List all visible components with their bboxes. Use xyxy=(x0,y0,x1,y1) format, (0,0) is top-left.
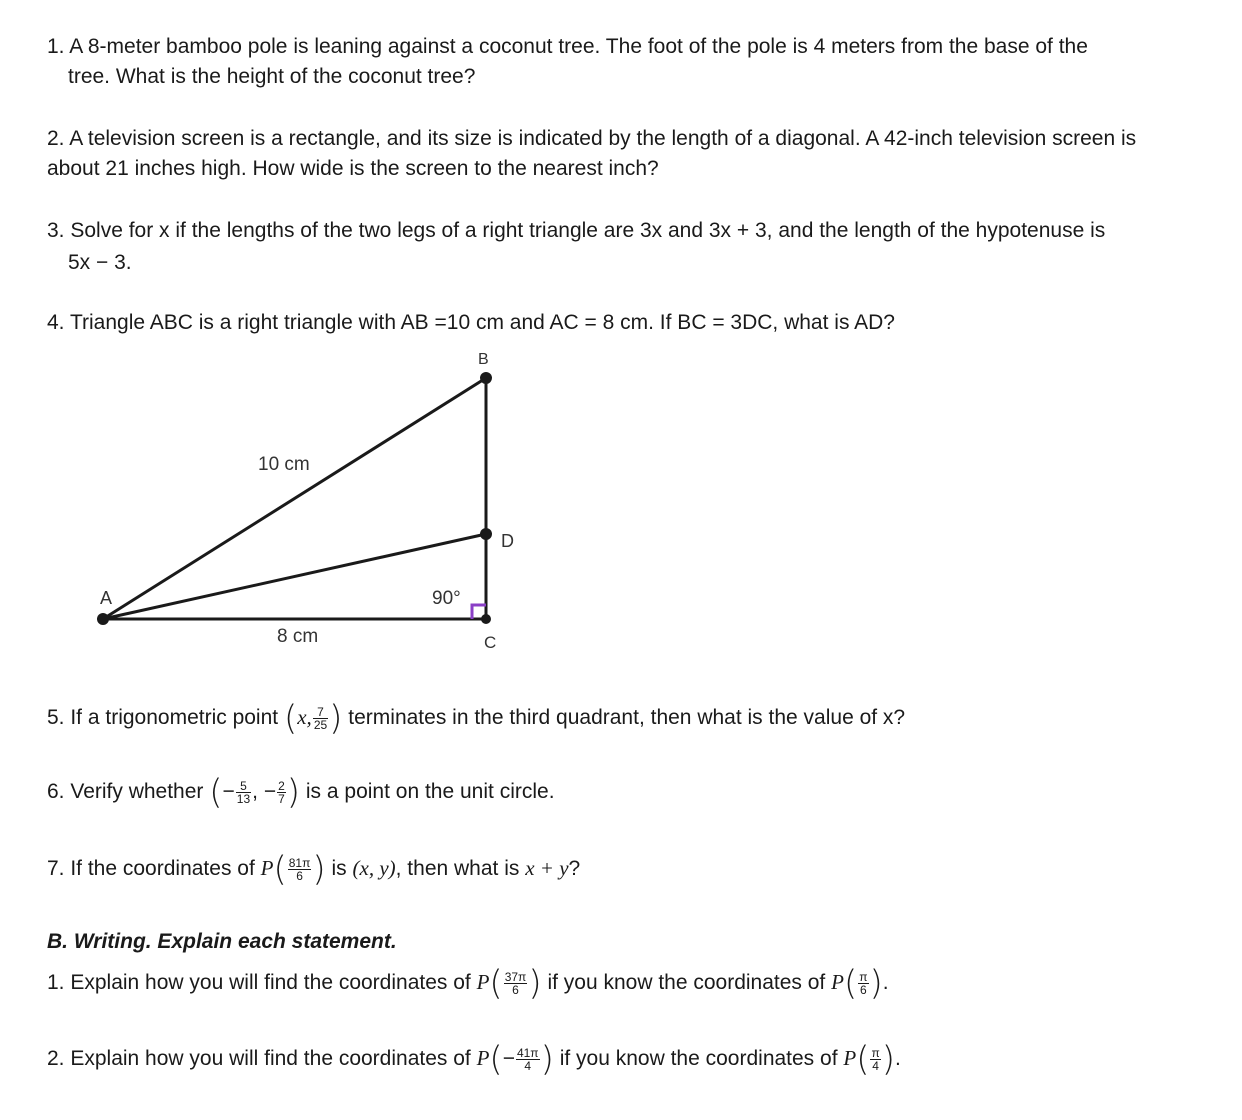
open-paren: ( xyxy=(273,849,287,890)
fraction-7-25: $\frac{7}{25}$ xyxy=(313,704,328,732)
fraction-41pi-4: $\frac{41\pi}{4}$ xyxy=(516,1045,539,1073)
problem-7 xyxy=(47,849,581,890)
writing-2: 2. Explain how you will find the coordinates of P(− $\frac{41\pi}{4}$ ) if you know the coordinates of P( $\frac{\pi}{4}$ ). xyxy=(47,1039,901,1080)
problem-5-var: x, xyxy=(297,705,312,729)
close-paren: ) xyxy=(528,963,542,1004)
problem-7-coord: (x, y) xyxy=(352,856,396,880)
label-d: D xyxy=(501,531,514,551)
writing-2-text-before: 2. Explain how you will find the coordinates of xyxy=(47,1047,471,1070)
close-paren: ) xyxy=(312,849,326,890)
open-paren: ( xyxy=(856,1039,870,1080)
side-ad xyxy=(103,534,486,619)
problem-3-line-1: 3. Solve for x if the lengths of the two legs of a right triangle are 3x and 3x + 3, and the length of the hypotenuse is xyxy=(47,219,1106,242)
fraction-5-13: $\frac{5}{13}$ xyxy=(236,778,251,806)
point-b xyxy=(480,372,492,384)
open-paren: ( xyxy=(843,963,858,1004)
p-symbol: P xyxy=(476,970,490,994)
side-ab xyxy=(103,378,486,619)
problem-7-expr: x + y xyxy=(525,856,569,880)
writing-1: 1. Explain how you will find the coordinates of P( $\frac{37\pi}{6}$ ) if you know the coordinates of P( $\frac{\pi}{6}$ ). xyxy=(47,963,889,1004)
problem-6-text-before: 6. Verify whether xyxy=(47,780,204,803)
label-ab: 10 cm xyxy=(258,454,310,475)
open-paren: ( xyxy=(489,963,503,1004)
p-symbol: P xyxy=(476,1046,490,1070)
p-symbol: P xyxy=(843,1046,857,1070)
fraction-81pi-6: $\frac{81\pi}{6}$ xyxy=(288,855,311,883)
problem-6: 6. Verify whether (− $\frac{5}{13}$ , − $\frac{2}{7}$ ) is a point on the unit circle. xyxy=(47,772,555,813)
fraction-pi-6: $\frac{\pi}{6}$ xyxy=(859,969,868,997)
label-b: B xyxy=(478,351,489,368)
fraction-pi-4: $\frac{\pi}{4}$ xyxy=(871,1045,880,1073)
fraction-37pi-6: $\frac{37\pi}{6}$ xyxy=(504,969,527,997)
problem-2-line-1: 2. A television screen is a rectangle, and its size is indicated by the length of a diagonal. A 42-inch television screen is xyxy=(47,127,1137,150)
point-c xyxy=(481,614,491,624)
problem-7-is: is xyxy=(331,857,347,880)
problem-5-text-after: terminates in the third quadrant, then what is the value of x? xyxy=(348,706,906,729)
problem-3-line-2: 5x − 3. xyxy=(68,251,132,274)
open-paren: ( xyxy=(209,772,223,813)
problem-6-text-after: is a point on the unit circle. xyxy=(305,780,555,803)
problem-7-end: ? xyxy=(568,857,581,880)
writing-1-text-before: 1. Explain how you will find the coordinates of xyxy=(47,971,471,994)
problem-2-line-2: about 21 inches high. How wide is the screen to the nearest inch? xyxy=(47,157,659,180)
point-d xyxy=(480,528,492,540)
writing-1-text-mid: if you know the coordinates of xyxy=(547,971,826,994)
problem-5-text-before: 5. If a trigonometric point xyxy=(47,706,279,729)
problem-1-line-1: 1. A 8-meter bamboo pole is leaning against a coconut tree. The foot of the pole is 4 meters from the base of the xyxy=(47,35,1088,58)
close-paren: ) xyxy=(869,963,883,1004)
fraction-2-7: $\frac{2}{7}$ xyxy=(278,778,285,806)
close-paren: ) xyxy=(286,772,301,813)
close-paren: ) xyxy=(881,1039,896,1080)
close-paren: ) xyxy=(540,1039,554,1080)
problem-7-text-before: 7. If the coordinates of xyxy=(47,857,255,880)
open-paren: ( xyxy=(489,1039,503,1080)
open-paren: ( xyxy=(283,698,298,739)
label-a: A xyxy=(100,588,113,608)
label-c: C xyxy=(484,633,497,652)
close-paren: ) xyxy=(329,698,343,739)
p-symbol: P xyxy=(831,970,844,994)
problem-1-line-2: tree. What is the height of the coconut tree? xyxy=(68,65,476,88)
label-angle: 90° xyxy=(432,588,461,609)
problem-5 xyxy=(47,698,906,739)
writing-heading: B. Writing. Explain each statement. xyxy=(47,930,397,953)
problem-7-text-after: , then what is xyxy=(395,857,520,880)
label-ac: 8 cm xyxy=(277,626,319,647)
triangle-diagram xyxy=(60,340,620,660)
problem-4: 4. Triangle ABC is a right triangle with AB =10 cm and AC = 8 cm. If BC = 3DC, what is AD? xyxy=(47,311,895,334)
point-a xyxy=(97,613,109,625)
p-symbol: P xyxy=(260,856,274,880)
writing-2-text-mid: if you know the coordinates of xyxy=(559,1047,838,1070)
